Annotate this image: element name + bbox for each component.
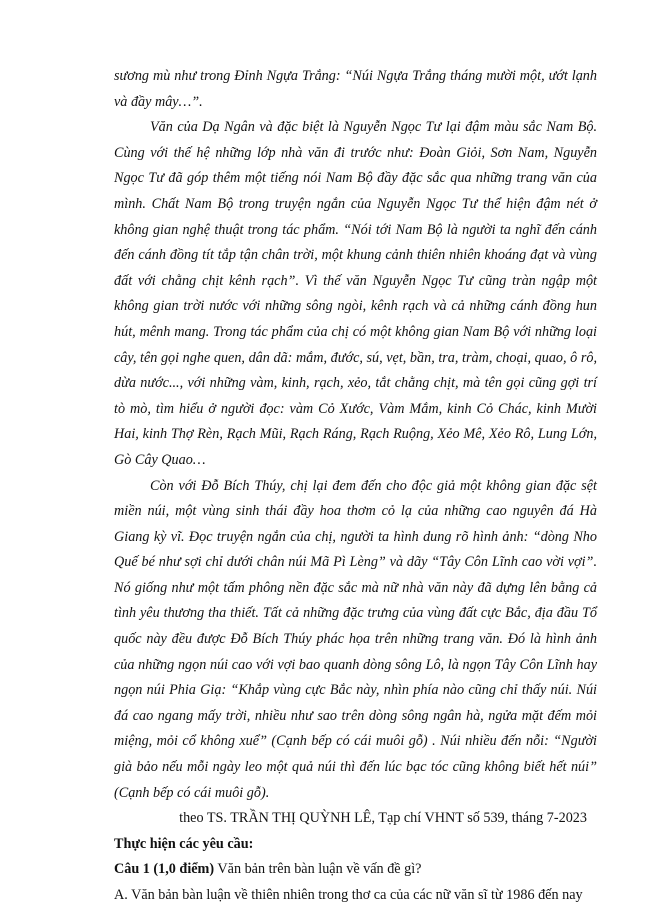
paragraph-3: Còn với Đỗ Bích Thúy, chị lại đem đến cho độc giả một không gian đặc sệt miền núi, một vùng sinh thái đầy hoa thơm cỏ lạ của những cao nguyên đá Hà Giang kỳ vĩ. Đọc truyện ngắn của chị, người ta hình dung rõ hình ảnh: “dòng Nho Quế bé như sợi chỉ dưới chân núi Mã Pì Lèng” và dãy “Tây Côn Lĩnh cao vời vợi”. Nó giống như một tấm phông nền đặc sắc mà nữ nhà văn này đã dựng lên bằng cả tình yêu thương tha thiết. Tất cả những đặc trưng của vùng đất cực Bắc, địa đầu Tổ quốc này đều được Đỗ Bích Thúy phác họa trên những trang văn. Đó là hình ảnh của những ngọn núi cao với vợi bao quanh dòng sông Lô, là ngọn Tây Côn Lĩnh hay ngọn núi Phia Giạ: “Khắp vùng cực Bắc này, nhìn phía nào cũng chỉ thấy núi. Núi đá cao ngang mấy trời, nhiều như sao trên dòng sông ngân hà, ngửa mặt đếm mỏi miệng, mỏi cổ không xuể” (Cạnh bếp có cái muôi gỗ) . Núi nhiều đến nỗi: “Người già bảo nếu mỗi ngày leo một quả núi thì đến lúc bạc tóc cũng không biết hết núi” (Cạnh bếp có cái muôi gỗ).	[114, 477, 597, 801]
paragraph-2: Văn của Dạ Ngân và đặc biệt là Nguyễn Ngọc Tư lại đậm màu sắc Nam Bộ. Cùng với thế hệ những lớp nhà văn đi trước như: Đoàn Giỏi, Sơn Nam, Nguyễn Ngọc Tư đã góp thêm một tiếng nói Nam Bộ đầy đặc sắc qua những trang văn của mình. Chất Nam Bộ trong truyện ngắn của Nguyễn Ngọc Tư thể hiện đậm nét ở không gian nghệ thuật trong tác phẩm. “Nói tới Nam Bộ là người ta nghĩ đến cánh đến cánh đồng tít tắp tận chân trời, một khung cảnh thiên nhiên khoáng đạt và vùng đất với chằng chịt kênh rạch”. Vì thế văn Nguyễn Ngọc Tư cũng tràn ngập một không gian trời nước với những sông ngòi, kênh rạch và cả những cánh đồng hun hút, mênh mang. Trong tác phẩm của chị có một không gian Nam Bộ với những loại cây, tên gọi nghe quen, dân dã: mắm, đước, sú, vẹt, bần, tra, tràm, choại, quao, ô rô, dừa nước..., với những vàm, kinh, rạch, xẻo, tắt chằng chịt, mà tên gọi cũng gợi trí tò mò, tìm hiểu ở người đọc: vàm Cỏ Xước, Vàm Mắm, kinh Cỏ Chác, kinh Mười Hai, kinh Thợ Rèn, Rạch Mũi, Rạch Ráng, Rạch Ruộng, Xẻo Mê, Xẻo Rô, Lung Lớn, Gò Cây Quao…	[114, 119, 597, 468]
option-a: A. Văn bản bàn luận về thiên nhiên trong thơ ca của các nữ văn sĩ từ 1986 đến nay	[114, 887, 583, 903]
paragraph-1: sương mù như trong Đỉnh Ngựa Trắng: “Núi Ngựa Trắng tháng mười một, ướt lạnh và đầy mây…”.	[114, 68, 597, 110]
instructions-heading: Thực hiện các yêu cầu:	[114, 835, 254, 852]
source-citation: theo TS. TRẦN THỊ QUỲNH LÊ, Tạp chí VHNT số 539, tháng 7-2023	[179, 810, 587, 827]
question-1-label: Câu 1 (1,0 điểm)	[114, 861, 215, 878]
question-1-text: Văn bản trên bàn luận về vấn đề gì?	[214, 861, 422, 878]
question-1	[114, 857, 597, 883]
